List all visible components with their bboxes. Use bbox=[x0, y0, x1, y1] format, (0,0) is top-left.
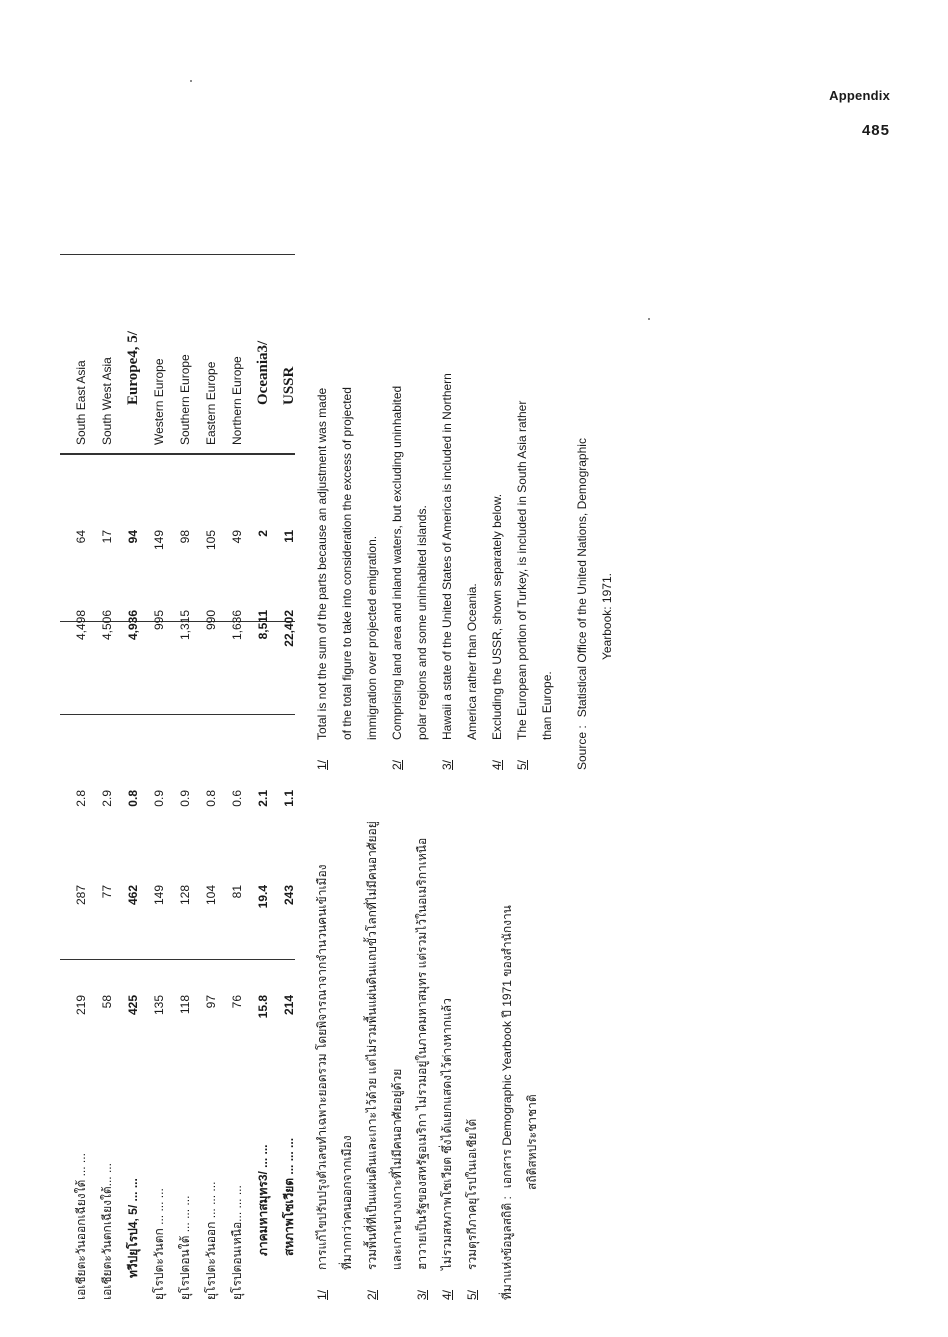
footnote-line bbox=[435, 780, 460, 1300]
eng-row-value-2: 2 bbox=[256, 530, 270, 537]
thai-row-value-3: 2.8 bbox=[74, 790, 88, 807]
source-text: เอกสาร Demographic Yearbook ปี 1971 ของสำนักงาน bbox=[500, 905, 514, 1189]
thai-row-value-2: 77 bbox=[100, 885, 114, 899]
footnote-line bbox=[385, 170, 410, 770]
footnote-number: 1/ bbox=[315, 759, 329, 770]
eng-row-region: Southern Europe bbox=[178, 354, 192, 445]
eng-row-region: Oceania3/ bbox=[255, 340, 271, 405]
thai-row-value-3: 0.9 bbox=[178, 790, 192, 807]
eng-row-value-2: 17 bbox=[100, 530, 114, 544]
thai-row-value-3: 0.8 bbox=[204, 790, 218, 807]
divider-table-bottom bbox=[60, 453, 295, 455]
footnote-number: 1/ bbox=[315, 1289, 329, 1300]
thai-row-value-1: 219 bbox=[74, 995, 88, 1016]
footnote-text: รวมตุรกีภาคยุโรปในเอเชียใต้ bbox=[465, 1118, 479, 1270]
thai-row-value-2: 19.4 bbox=[256, 885, 270, 909]
eng-row-region: Eastern Europe bbox=[204, 361, 218, 445]
footnote-number: 2/ bbox=[365, 1289, 379, 1300]
source-spacer bbox=[485, 780, 495, 1300]
divider-col-b bbox=[60, 714, 295, 715]
footnote-line bbox=[335, 170, 360, 770]
thai-row-value-1: 425 bbox=[126, 995, 140, 1016]
thai-row-value-1: 76 bbox=[230, 995, 244, 1009]
footnote-text: ที่มากกว่าคนออกจากเมือง bbox=[340, 1135, 354, 1270]
eng-row-value-1: 4,498 bbox=[74, 610, 88, 641]
source-text: Statistical Office of the United Nations, Demographic bbox=[575, 438, 589, 718]
footnote-text: ไม่รวมสหภาพโซเวียต ซึ่งได้แยกแสดงไว้ต่างหากแล้ว bbox=[440, 998, 454, 1270]
footnote-line bbox=[310, 780, 335, 1300]
thai-row-label: ทวีปยุโรป4, 5/ ... ... bbox=[126, 1178, 140, 1278]
source-label: ที่มาแห่งข้อมูลสถิติ : bbox=[500, 1196, 514, 1300]
thai-row-label: ยุโรปตะวันออก ... ... ... bbox=[204, 1181, 218, 1300]
appendix-label: Appendix bbox=[829, 88, 890, 103]
footnote-text: การแก้ไขปรับปรุงตัวเลขทำเฉพาะยอดรวม โดยพิจารณาจากจำนวนคนเข้าเมือง bbox=[315, 864, 329, 1270]
footnote-line bbox=[360, 780, 385, 1300]
footnote-line bbox=[460, 170, 485, 770]
thai-row-value-2: 81 bbox=[230, 885, 244, 899]
thai-row-value-2: 462 bbox=[126, 885, 140, 906]
footnote-text: than Europe. bbox=[540, 671, 554, 740]
footnote-text: The European portion of Turkey, is included in South Asia rather bbox=[515, 400, 529, 740]
footnote-number: 5/ bbox=[515, 759, 529, 770]
footnote-text: America rather than Oceania. bbox=[465, 583, 479, 740]
thai-row-value-2: 128 bbox=[178, 885, 192, 906]
rotated-table-page bbox=[60, 160, 890, 1300]
thai-row-value-3: 2.1 bbox=[256, 790, 270, 807]
thai-row-value-3: 1.1 bbox=[282, 790, 296, 807]
footnote-number: 3/ bbox=[415, 1289, 429, 1300]
footnote-line bbox=[435, 170, 460, 770]
thai-row-label: ยุโรปตะวันตก ... ... ... bbox=[152, 1188, 166, 1300]
footnote-line bbox=[410, 780, 435, 1300]
footnote-line bbox=[535, 170, 560, 770]
eng-row-value-2: 64 bbox=[74, 530, 88, 544]
eng-row-region: Northern Europe bbox=[230, 356, 244, 445]
eng-row-value-1: 1,636 bbox=[230, 610, 244, 641]
thai-row-label: ภาคมหาสมุทร3/ ... ... bbox=[256, 1144, 270, 1256]
eng-row-value-1: 4,936 bbox=[126, 610, 140, 641]
footnote-text: of the total figure to take into consideration the excess of projected bbox=[340, 387, 354, 740]
eng-row-value-2: 98 bbox=[178, 530, 192, 544]
footnote-line bbox=[360, 170, 385, 770]
source-line bbox=[495, 780, 520, 1300]
eng-row-value-2: 11 bbox=[282, 530, 296, 543]
eng-row-value-1: 22,402 bbox=[282, 610, 296, 647]
source-line bbox=[595, 170, 620, 770]
footnote-line bbox=[385, 780, 410, 1300]
eng-row-value-2: 94 bbox=[126, 530, 140, 544]
footnote-number: 4/ bbox=[490, 759, 504, 770]
thai-row-value-1: 214 bbox=[282, 995, 296, 1016]
footnote-line bbox=[510, 170, 535, 770]
footnote-text: Hawaii a state of the United States of America is included in Northern bbox=[440, 373, 454, 740]
footnote-line bbox=[335, 780, 360, 1300]
eng-row-value-2: 49 bbox=[230, 530, 244, 544]
eng-row-region: South West Asia bbox=[100, 357, 114, 445]
scan-speck bbox=[190, 80, 192, 82]
footnote-text: และเกาะบางเกาะที่ไม่มีคนอาศัยอยู่ด้วย bbox=[390, 1068, 404, 1270]
thai-row-value-3: 0.6 bbox=[230, 790, 244, 807]
thai-row-value-1: 97 bbox=[204, 995, 218, 1009]
thai-row-label: เอเชียตะวันตกเฉียงใต้... ... bbox=[100, 1163, 114, 1300]
footnote-line bbox=[410, 170, 435, 770]
source-label: Source : bbox=[575, 725, 589, 770]
eng-row-value-2: 105 bbox=[204, 530, 218, 551]
source-spacer bbox=[560, 170, 570, 770]
thai-row-value-2: 149 bbox=[152, 885, 166, 906]
eng-row-value-2: 149 bbox=[152, 530, 166, 551]
eng-row-value-1: 8,511 bbox=[256, 610, 270, 640]
eng-row-region: South East Asia bbox=[74, 360, 88, 445]
thai-row-label: ยุโรปตอนเหนือ... ... ... bbox=[230, 1185, 244, 1300]
footnote-text: Excluding the USSR, shown separately below. bbox=[490, 493, 504, 740]
thai-row-value-1: 118 bbox=[178, 995, 192, 1015]
thai-row-label: เอเชียตะวันออกเฉียงใต้ ... ... bbox=[74, 1153, 88, 1300]
footnote-line bbox=[460, 780, 485, 1300]
eng-row-region: Western Europe bbox=[152, 358, 166, 445]
source-text: สถิติสหประชาชาติ bbox=[525, 1094, 539, 1190]
footnote-number: 5/ bbox=[465, 1289, 479, 1300]
thai-row-value-2: 287 bbox=[74, 885, 88, 906]
eng-row-value-1: 4,506 bbox=[100, 610, 114, 641]
footnote-text: ฮาวายเป็นรัฐของสหรัฐอเมริกา ไม่รวมอยู่ในภาคมหาสมุทร แต่รวมไว้ในอเมริกาเหนือ bbox=[415, 837, 429, 1270]
thai-row-label: สหภาพโซเวียต ... ... ... bbox=[282, 1137, 296, 1256]
eng-row-region: Europe4, 5/ bbox=[125, 331, 141, 405]
thai-row-value-2: 104 bbox=[204, 885, 218, 906]
footnote-text: รวมพื้นที่ที่เป็นแผ่นดินและเกาะไว้ด้วย แต่ไม่รวมพื้นแผ่นดินแถบขั้วโลกที่ไม่มีคนอาศัยอยู่ bbox=[365, 821, 379, 1270]
footnote-number: 2/ bbox=[390, 759, 404, 770]
divider-col-a bbox=[60, 959, 295, 960]
english-footnotes bbox=[310, 170, 620, 770]
footnote-line bbox=[485, 170, 510, 770]
thai-row-value-1: 15.8 bbox=[256, 995, 270, 1019]
thai-row-value-2: 243 bbox=[282, 885, 296, 906]
thai-row-label: ยุโรปตอนใต้ ... ... ... bbox=[178, 1195, 192, 1300]
thai-row-value-1: 135 bbox=[152, 995, 166, 1016]
source-line bbox=[570, 170, 595, 770]
footnote-number: 4/ bbox=[440, 1289, 454, 1300]
eng-row-value-1: 990 bbox=[204, 610, 218, 631]
thai-row-value-3: 0.9 bbox=[152, 790, 166, 807]
footnote-text: Comprising land area and inland waters, but excluding uninhabited bbox=[390, 385, 404, 740]
thai-row-value-3: 0.8 bbox=[126, 790, 140, 807]
footnote-text: Total is not the sum of the parts because an adjustment was made bbox=[315, 387, 329, 740]
footnote-line bbox=[310, 170, 335, 770]
thai-row-value-1: 58 bbox=[100, 995, 114, 1009]
page-number: 485 bbox=[861, 122, 890, 139]
footnote-text: polar regions and some uninhabited islands. bbox=[415, 505, 429, 740]
source-text: Yearbook: 1971. bbox=[600, 573, 614, 660]
source-line bbox=[520, 780, 545, 1300]
footnote-number: 3/ bbox=[440, 759, 454, 770]
eng-row-region: USSR bbox=[281, 366, 297, 405]
thai-footnotes bbox=[310, 780, 545, 1300]
thai-row-value-3: 2.9 bbox=[100, 790, 114, 807]
footnote-text: immigration over projected emigration. bbox=[365, 535, 379, 740]
eng-row-value-1: 995 bbox=[152, 610, 166, 631]
eng-row-value-1: 1,315 bbox=[178, 610, 192, 641]
